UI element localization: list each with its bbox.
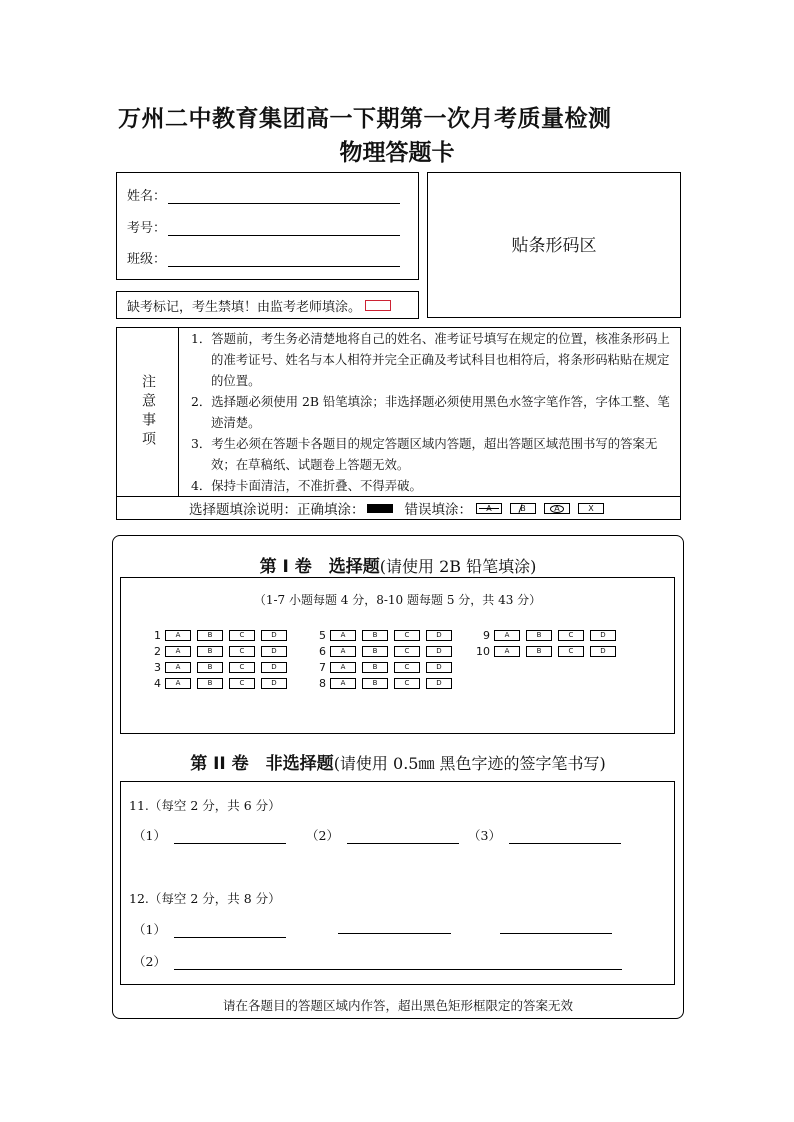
part1-title: 第 I 卷 选择题 — [259, 557, 380, 577]
option-bubble-d[interactable]: D — [590, 646, 616, 657]
question-row-2 — [147, 646, 293, 657]
question-row-9 — [476, 630, 622, 641]
question-row-1 — [147, 630, 293, 641]
note-item-3: 3．考生必须在答题卡各题目的规定答题区域内答题，超出答题区域范围书写的答案无效；在草稿纸、试题卷上答题无效。 — [191, 436, 658, 472]
option-bubble-a[interactable]: A — [165, 630, 191, 641]
class-field[interactable] — [127, 248, 400, 267]
class-label: 班级： — [127, 252, 167, 267]
option-bubble-d[interactable]: D — [426, 630, 452, 641]
absent-mark-box — [116, 291, 419, 319]
student-info-box — [116, 172, 419, 280]
option-bubble-b[interactable]: B — [362, 678, 388, 689]
exam-no-label: 考号： — [127, 221, 167, 236]
question-number: 5 — [319, 629, 326, 642]
option-bubble-a[interactable]: A — [494, 646, 520, 657]
part1-score-note: （1-7 小题每题 4 分，8-10 题每题 5 分，共 43 分） — [253, 593, 542, 607]
question-row-8 — [312, 678, 458, 689]
class-line[interactable] — [168, 252, 400, 267]
question-number: 8 — [319, 677, 326, 690]
q12-label: 12.（每空 2 分，共 8 分） — [129, 891, 281, 906]
option-bubble-a[interactable]: A — [165, 662, 191, 673]
option-bubble-b[interactable]: B — [526, 646, 552, 657]
wrong-fill-sample-1: A — [476, 503, 502, 514]
option-bubble-c[interactable]: C — [558, 630, 584, 641]
option-bubble-a[interactable]: A — [330, 646, 356, 657]
option-bubble-d[interactable]: D — [590, 630, 616, 641]
question-row-6 — [312, 646, 458, 657]
notes-label: 注意事项 — [140, 374, 156, 450]
option-bubble-c[interactable]: C — [394, 646, 420, 657]
question-number: 10 — [476, 645, 490, 658]
option-bubble-b[interactable]: B — [362, 662, 388, 673]
q11-blank-2[interactable]: （2） — [306, 826, 459, 844]
exam-no-field[interactable] — [127, 217, 400, 236]
option-bubble-d[interactable]: D — [261, 678, 287, 689]
option-bubble-a[interactable]: A — [165, 678, 191, 689]
note-item-1: 1．答题前，考生务必清楚地将自己的姓名、准考证号填写在规定的位置，核准条形码上的准考证号、姓名与本人相符并完全正确及考试科目也相符后，将条形码粘贴在规定的位置。 — [191, 331, 670, 388]
note-item-2: 2．选择题必须使用 2B 铅笔填涂；非选择题必须使用黑色水签字笔作答，字体工整、笔迹清楚。 — [191, 394, 670, 430]
question-row-7 — [312, 662, 458, 673]
option-bubble-c[interactable]: C — [394, 662, 420, 673]
question-number: 7 — [319, 661, 326, 674]
fill-instructions — [116, 496, 681, 520]
option-bubble-c[interactable]: C — [394, 630, 420, 641]
wrong-fill-sample-3: A — [544, 503, 570, 514]
q11-blank-3[interactable]: （3） — [468, 826, 621, 844]
option-bubble-b[interactable]: B — [197, 646, 223, 657]
question-number: 9 — [483, 629, 490, 642]
wrong-fill-sample-4: X — [578, 503, 604, 514]
barcode-label: 贴条形码区 — [511, 236, 597, 256]
question-row-3 — [147, 662, 293, 673]
barcode-area — [427, 172, 681, 318]
question-number: 4 — [154, 677, 161, 690]
name-field[interactable] — [127, 185, 400, 204]
part2-title: 第 II 卷 非选择题 — [190, 754, 334, 774]
name-line[interactable] — [168, 189, 400, 204]
absent-mark[interactable] — [365, 300, 391, 311]
option-bubble-a[interactable]: A — [494, 630, 520, 641]
notes-label-cell — [117, 328, 179, 496]
note-item-4: 4．保持卡面清洁，不准折叠、不得弄破。 — [191, 478, 422, 493]
question-number: 3 — [154, 661, 161, 674]
option-bubble-d[interactable]: D — [426, 678, 452, 689]
part1-title-row — [112, 552, 684, 577]
notes-box — [116, 327, 681, 497]
part2-title-row — [112, 749, 684, 774]
option-bubble-d[interactable]: D — [426, 662, 452, 673]
option-bubble-d[interactable]: D — [261, 662, 287, 673]
notes-list — [191, 328, 681, 496]
q12-blank-4[interactable]: （2） — [133, 952, 622, 970]
exam-no-line[interactable] — [168, 221, 400, 236]
option-bubble-d[interactable]: D — [261, 630, 287, 641]
option-bubble-b[interactable]: B — [197, 630, 223, 641]
option-bubble-a[interactable]: A — [330, 630, 356, 641]
wrong-fill-sample-2: B — [510, 503, 536, 514]
question-row-10 — [476, 646, 622, 657]
question-number: 1 — [154, 629, 161, 642]
part1-hint: (请使用 2B 铅笔填涂) — [379, 557, 537, 576]
option-bubble-b[interactable]: B — [197, 662, 223, 673]
option-bubble-c[interactable]: C — [558, 646, 584, 657]
option-bubble-b[interactable]: B — [197, 678, 223, 689]
option-bubble-c[interactable]: C — [229, 630, 255, 641]
q12-blank-3-line[interactable] — [500, 933, 612, 934]
option-bubble-d[interactable]: D — [261, 646, 287, 657]
question-row-4 — [147, 678, 293, 689]
option-bubble-a[interactable]: A — [330, 678, 356, 689]
answer-area-footer: 请在各题目的答题区域内作答，超出黑色矩形框限定的答案无效 — [222, 998, 573, 1013]
option-bubble-a[interactable]: A — [165, 646, 191, 657]
option-bubble-c[interactable]: C — [229, 646, 255, 657]
option-bubble-d[interactable]: D — [426, 646, 452, 657]
q12-blank-1[interactable]: （1） — [133, 920, 286, 938]
fill-correct-label: 选择题填涂说明：正确填涂： — [189, 502, 365, 518]
question-row-5 — [312, 630, 458, 641]
name-label: 姓名： — [127, 189, 167, 204]
option-bubble-b[interactable]: B — [362, 630, 388, 641]
page-title: 万州二中教育集团高一下期第一次月考质量检测 — [118, 106, 612, 132]
option-bubble-b[interactable]: B — [362, 646, 388, 657]
option-bubble-c[interactable]: C — [229, 662, 255, 673]
option-bubble-c[interactable]: C — [229, 678, 255, 689]
part2-hint: (请使用 0.5㎜ 黑色字迹的签字笔书写) — [333, 754, 606, 773]
question-number: 6 — [319, 645, 326, 658]
question-number: 2 — [154, 645, 161, 658]
fill-wrong-label: 错误填涂： — [404, 502, 472, 518]
option-bubble-b[interactable]: B — [526, 630, 552, 641]
option-bubble-c[interactable]: C — [394, 678, 420, 689]
absent-text: 缺考标记，考生禁填！由监考老师填涂。 — [127, 299, 362, 315]
q12-blank-2-line[interactable] — [338, 933, 451, 934]
page-subtitle: 物理答题卡 — [339, 140, 455, 166]
correct-fill-sample — [367, 504, 393, 513]
q11-label: 11.（每空 2 分，共 6 分） — [129, 798, 281, 813]
option-bubble-a[interactable]: A — [330, 662, 356, 673]
q11-blank-1[interactable]: （1） — [133, 826, 286, 844]
